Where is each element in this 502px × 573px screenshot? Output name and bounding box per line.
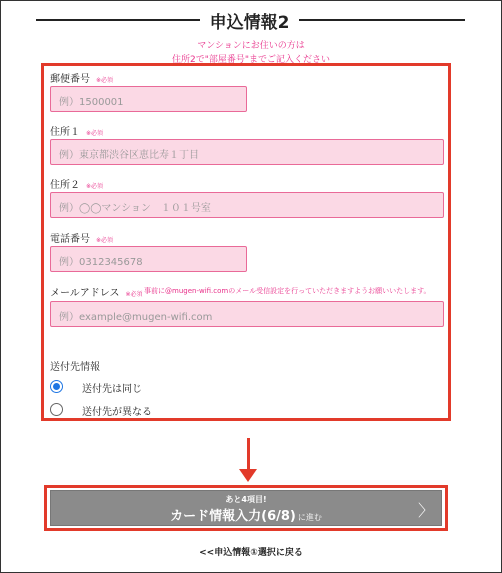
notice-line-2: 住所2で"部屋番号"までご記入ください xyxy=(171,55,330,65)
remaining-items-text: あと4項目! xyxy=(225,495,267,504)
next-step-label xyxy=(51,505,441,524)
header-rule-left xyxy=(36,19,200,21)
down-arrow-head-icon xyxy=(239,469,257,482)
page-title: 申込情報2 xyxy=(209,13,290,33)
header-rule-right xyxy=(299,19,465,21)
next-step-main: カード情報入力(6/8) xyxy=(170,509,296,524)
phone-label xyxy=(50,230,113,245)
section-header xyxy=(0,8,502,32)
postal-placeholder: 例）1500001 xyxy=(59,97,124,108)
postal-label-text: 郵便番号 xyxy=(50,74,90,85)
address1-input[interactable] xyxy=(50,139,444,165)
address2-input[interactable] xyxy=(50,192,444,218)
address2-label xyxy=(50,176,103,191)
email-label xyxy=(50,284,143,299)
address2-placeholder: 例）◯◯マンション １０１号室 xyxy=(59,203,211,214)
email-input[interactable] xyxy=(50,301,444,327)
required-mark: ※必須 xyxy=(86,130,104,137)
next-step-suffix: に進む xyxy=(297,513,322,522)
phone-label-text: 電話番号 xyxy=(50,234,90,245)
chevron-right-icon: 〉 xyxy=(417,501,434,520)
required-mark: ※必須 xyxy=(96,77,114,84)
address2-label-text: 住所２ xyxy=(50,180,80,191)
postal-code-input[interactable] xyxy=(50,86,247,112)
address1-placeholder: 例）東京都渋谷区恵比寿１丁目 xyxy=(59,150,199,161)
required-mark: ※必須 xyxy=(86,183,104,190)
required-mark: ※必須 xyxy=(96,237,114,244)
radio-same-address-label[interactable]: 送付先は同じ xyxy=(82,384,142,395)
phone-placeholder: 例）0312345678 xyxy=(59,257,143,268)
email-note: 事前に@mugen-wifi.comのメール受信設定を行っていただきますようお願いいたします。 xyxy=(144,287,431,295)
radio-same-address[interactable] xyxy=(50,380,63,393)
back-link[interactable]: <<申込情報①選択に戻る xyxy=(199,548,303,558)
radio-different-address-label[interactable]: 送付先が異なる xyxy=(82,407,152,418)
email-label-text: メールアドレス xyxy=(50,288,120,299)
down-arrow-icon xyxy=(247,438,250,472)
address1-label-text: 住所１ xyxy=(50,127,80,138)
radio-different-address[interactable] xyxy=(50,403,63,416)
next-step-button[interactable] xyxy=(50,490,442,526)
postal-label xyxy=(50,70,113,85)
phone-input[interactable] xyxy=(50,246,247,272)
shipping-heading: 送付先情報 xyxy=(50,362,100,373)
required-mark: ※必須 xyxy=(125,291,143,298)
notice-line-1: マンションにお住いの方は xyxy=(197,41,305,51)
email-placeholder: 例）example@mugen-wifi.com xyxy=(59,312,213,323)
address1-label xyxy=(50,123,103,138)
